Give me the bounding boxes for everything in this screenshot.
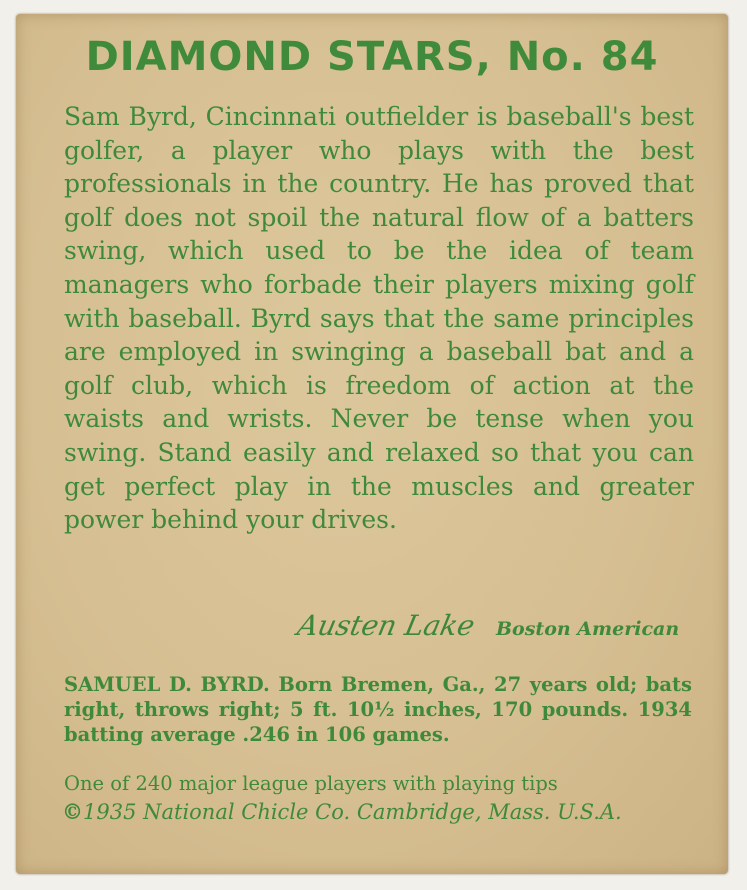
card-body-text: Sam Byrd, Cincinnati outfielder is baseball's best golfer, a player who plays with the best professionals in the country. He has proved that golf does not spoil the natural flow of a batters swing, which used to be the idea of team managers who forbade their players mixing golf with baseball. Byrd says that the same principles are employed in swinging a baseball bat and a golf club, which is freedom of action at the waists and wrists. Never be tense when you swing. Stand easily and relaxed so that you can get perfect play in the muscles and greater power behind your drives. bbox=[64, 102, 694, 535]
series-note: One of 240 major league players with playing tips bbox=[64, 772, 558, 795]
publication-name: Boston American bbox=[496, 618, 680, 640]
copyright-text: 1935 National Chicle Co. Cambridge, Mass. U.S.A. bbox=[83, 800, 622, 824]
trading-card-back bbox=[16, 14, 728, 874]
card-title: DIAMOND STARS, No. 84 bbox=[85, 34, 659, 80]
copyright-icon: © bbox=[62, 799, 83, 824]
player-bio: SAMUEL D. BYRD. Born Bremen, Ga., 27 years old; bats right, throws right; 5 ft. 10½ inches, 170 pounds. 1934 batting average .246 in 106 games. bbox=[64, 673, 692, 746]
copyright-line bbox=[62, 799, 622, 824]
author-signature: Austen Lake bbox=[294, 609, 478, 642]
